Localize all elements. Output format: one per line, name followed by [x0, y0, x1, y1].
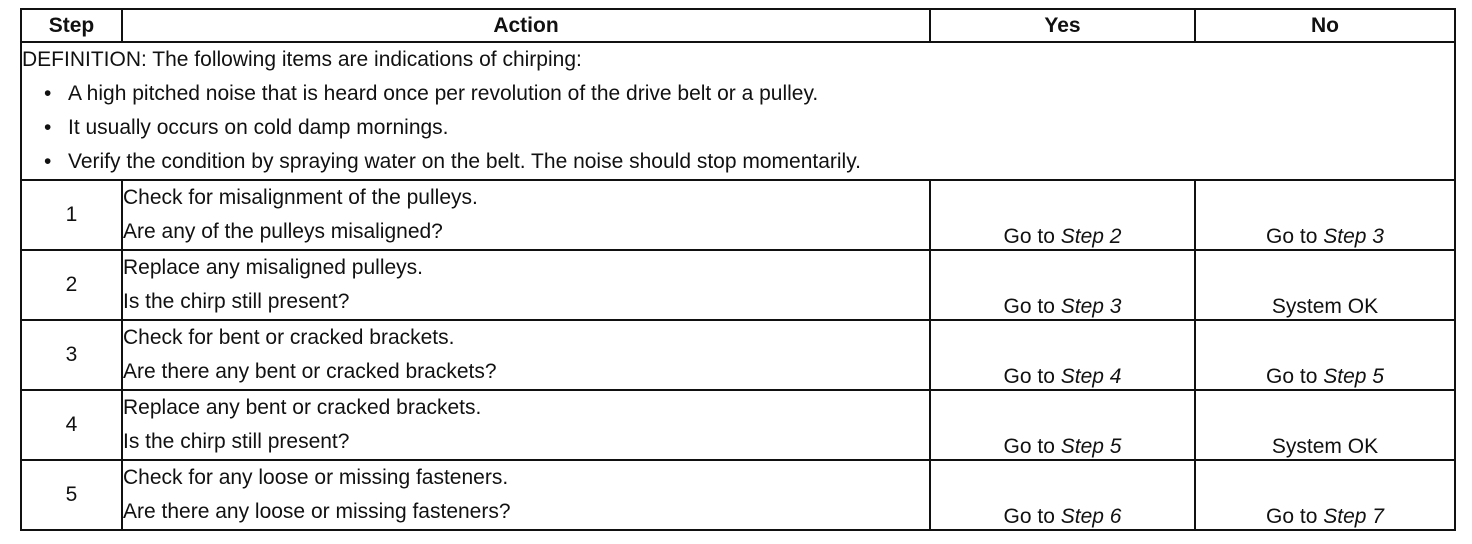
yes-prefix: Go to	[1003, 505, 1061, 528]
action-cell	[122, 460, 930, 530]
yes-step-ref: Step 5	[1060, 435, 1122, 458]
definition-bullet-text: It usually occurs on cold damp mornings.	[68, 116, 449, 139]
action-instruction: Check for misalignment of the pulleys.	[123, 186, 478, 209]
no-step-ref: Step 3	[1323, 225, 1384, 248]
yes-outcome	[930, 390, 1195, 460]
no-outcome	[1195, 390, 1455, 460]
step-number: 5	[21, 460, 122, 530]
step-number: 2	[21, 250, 122, 320]
no-outcome	[1195, 250, 1455, 320]
no-prefix: Go to	[1266, 365, 1324, 388]
action-cell	[122, 390, 930, 460]
action-cell	[122, 180, 930, 250]
yes-prefix: Go to	[1003, 295, 1061, 318]
step-number: 4	[21, 390, 122, 460]
yes-step-ref: Step 4	[1060, 365, 1122, 388]
definition-bullet	[22, 111, 1454, 145]
definition-row	[21, 42, 1455, 180]
no-step-ref: Step 5	[1323, 365, 1384, 388]
action-question: Are any of the pulleys misaligned?	[123, 220, 443, 243]
action-instruction: Replace any misaligned pulleys.	[123, 256, 423, 279]
definition-bullet	[22, 145, 1454, 179]
bullet-icon: •	[44, 116, 52, 139]
action-instruction: Replace any bent or cracked brackets.	[123, 396, 482, 419]
no-outcome	[1195, 180, 1455, 250]
yes-outcome	[930, 180, 1195, 250]
diagnostic-table	[20, 8, 1456, 531]
yes-prefix: Go to	[1003, 435, 1061, 458]
step-number: 3	[21, 320, 122, 390]
yes-prefix: Go to	[1003, 225, 1061, 248]
no-step-ref: Step 7	[1323, 505, 1384, 528]
action-instruction: Check for bent or cracked brackets.	[123, 326, 455, 349]
yes-step-ref: Step 6	[1060, 505, 1122, 528]
no-prefix: Go to	[1266, 225, 1324, 248]
definition-bullet	[22, 77, 1454, 111]
yes-outcome	[930, 250, 1195, 320]
definition-cell	[21, 42, 1455, 180]
no-outcome	[1195, 320, 1455, 390]
header-yes: Yes	[930, 9, 1195, 42]
step-number: 1	[21, 180, 122, 250]
no-text: System OK	[1271, 295, 1379, 318]
action-cell	[122, 250, 930, 320]
header-action: Action	[122, 9, 930, 42]
header-no: No	[1195, 9, 1455, 42]
bullet-icon: •	[44, 82, 52, 105]
action-question: Is the chirp still present?	[123, 430, 350, 453]
definition-intro: DEFINITION: The following items are indications of chirping:	[22, 48, 582, 71]
header-step: Step	[21, 9, 122, 42]
yes-prefix: Go to	[1003, 365, 1061, 388]
yes-outcome	[930, 320, 1195, 390]
bullet-icon: •	[44, 150, 52, 173]
no-outcome	[1195, 460, 1455, 530]
table-row	[21, 390, 1455, 460]
no-prefix: Go to	[1266, 505, 1324, 528]
table-row	[21, 460, 1455, 530]
action-question: Are there any loose or missing fasteners?	[123, 500, 511, 523]
action-cell	[122, 320, 930, 390]
no-text: System OK	[1271, 435, 1379, 458]
header-row	[21, 9, 1455, 42]
action-instruction: Check for any loose or missing fasteners.	[123, 466, 509, 489]
action-question: Are there any bent or cracked brackets?	[123, 360, 497, 383]
yes-outcome	[930, 460, 1195, 530]
table-row	[21, 320, 1455, 390]
table-row	[21, 180, 1455, 250]
definition-bullet-text: A high pitched noise that is heard once per revolution of the drive belt or a pulley.	[68, 82, 819, 105]
action-question: Is the chirp still present?	[123, 290, 350, 313]
table-row	[21, 250, 1455, 320]
yes-step-ref: Step 2	[1060, 225, 1122, 248]
definition-bullet-text: Verify the condition by spraying water on the belt. The noise should stop momentarily.	[68, 150, 861, 173]
yes-step-ref: Step 3	[1060, 295, 1122, 318]
